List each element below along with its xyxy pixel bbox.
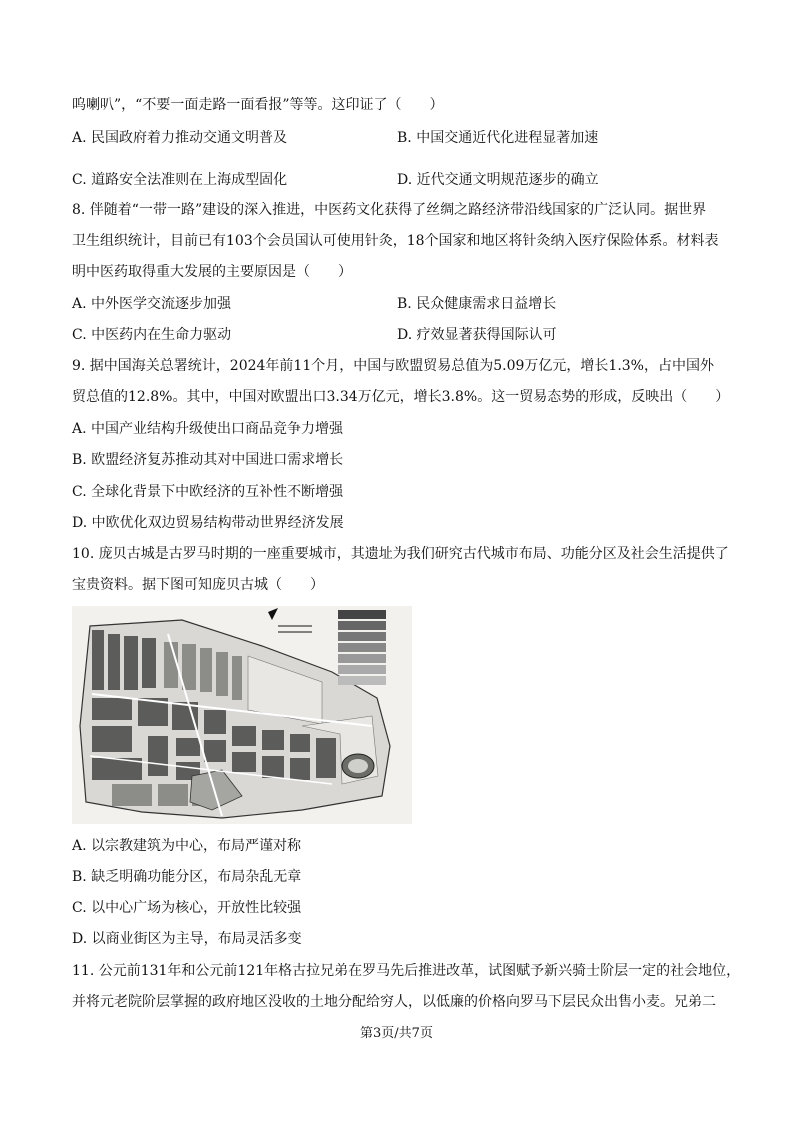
text-line-l16: 宝贵资料。据下图可知庞贝古城（ ）	[72, 577, 324, 593]
text-line-l17: A. 以宗教建筑为中心，布局严谨对称	[72, 838, 302, 854]
text-line-l8b: D. 疗效显著获得国际认可	[397, 327, 557, 343]
text-line-l4: 8. 伴随着“一带一路”建设的深入推进，中医药文化获得了丝绸之路经济带沿线国家的广泛认同。据世界	[72, 202, 707, 218]
text-line-l6: 明中医药取得重大发展的主要原因是（ ）	[72, 264, 352, 280]
text-line-l11: A. 中国产业结构升级使出口商品竞争力增强	[72, 421, 344, 437]
page-footer: 第3页/共7页	[360, 1026, 433, 1041]
text-line-l13: C. 全球化背景下中欧经济的互补性不断增强	[72, 484, 344, 500]
text-line-l21: 11. 公元前131年和公元前121年格古拉兄弟在罗马先后推进改革，试图赋予新兴骑士阶层一定的社会地位，	[72, 963, 741, 979]
text-line-l1: 呜喇叭”，“不要一面走路一面看报”等等。这印证了（ ）	[72, 97, 444, 113]
text-line-l22: 并将元老院阶层掌握的政府地区没收的土地分配给穷人，以低廉的价格向罗马下层民众出售小麦。兄弟二	[72, 994, 716, 1010]
text-line-l20: D. 以商业街区为主导，布局灵活多变	[72, 931, 302, 947]
text-line-l12: B. 欧盟经济复苏推动其对中国进口需求增长	[72, 452, 344, 468]
text-line-l15: 10. 庞贝古城是古罗马时期的一座重要城市，其遗址为我们研究古代城市布局、功能分区及社会生活提供了	[72, 546, 729, 562]
text-line-l3b: D. 近代交通文明规范逐步的确立	[397, 172, 599, 188]
text-line-l18: B. 缺乏明确功能分区，布局杂乱无章	[72, 869, 302, 885]
text-line-l9: 9. 据中国海关总署统计，2024年前11个月，中国与欧盟贸易总值为5.09万亿元，增长1.3%，占中国外	[72, 358, 714, 374]
text-line-l2a: A. 民国政府着力推动交通文明普及	[72, 130, 288, 146]
text-line-l3a: C. 道路安全法准则在上海成型固化	[72, 172, 288, 188]
text-line-l8a: C. 中医药内在生命力驱动	[72, 327, 232, 343]
text-line-l10: 贸总值的12.8%。其中，中国对欧盟出口3.34万亿元，增长3.8%。这一贸易态势的形成，反映出（ ）	[72, 389, 730, 405]
pompeii-map	[72, 606, 412, 824]
text-line-l7b: B. 民众健康需求日益增长	[397, 296, 557, 312]
text-line-l2b: B. 中国交通近代化进程显著加速	[397, 130, 599, 146]
text-line-l14: D. 中欧优化双边贸易结构带动世界经济发展	[72, 515, 344, 531]
text-line-l19: C. 以中心广场为核心，开放性比较强	[72, 900, 302, 916]
text-line-l7a: A. 中外医学交流逐步加强	[72, 296, 232, 312]
pompeii-map-figure	[72, 606, 412, 824]
text-line-l5: 卫生组织统计，目前已有103个会员国认可使用针灸，18个国家和地区将针灸纳入医疗保险体系。材料表	[72, 233, 719, 249]
